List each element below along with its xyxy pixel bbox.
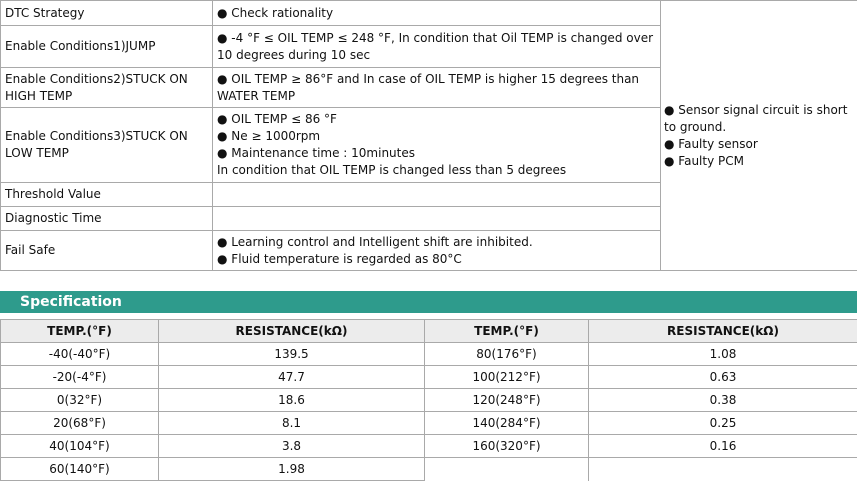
row-label-enable-conditions-jump: Enable Conditions1)JUMP <box>1 26 213 68</box>
cause-line: to ground. <box>664 119 727 134</box>
table-row <box>1 366 857 389</box>
row-label-stuck-on-high-temp <box>1 68 213 108</box>
column-header-resistance: RESISTANCE(kΩ) <box>159 320 425 343</box>
row-value-threshold-value <box>213 183 661 207</box>
row-value-stuck-on-high-temp <box>213 68 661 108</box>
row-label-dtc-strategy: DTC Strategy <box>1 1 213 26</box>
label-line: Enable Conditions3)STUCK ON <box>5 129 188 143</box>
table-cell: 3.8 <box>159 435 425 458</box>
value-line: ● OIL TEMP ≤ 86 °F <box>217 112 337 126</box>
value-line: WATER TEMP <box>217 88 296 103</box>
table-cell: 18.6 <box>159 389 425 412</box>
label-line: LOW TEMP <box>5 146 69 160</box>
table-cell-empty <box>425 458 589 481</box>
table-cell: 120(248°F) <box>425 389 589 412</box>
column-header-temp: TEMP.(°F) <box>1 320 159 343</box>
value-line: In condition that OIL TEMP is changed less than 5 degrees <box>217 163 567 177</box>
table-cell: 1.08 <box>589 343 857 366</box>
table-cell: 100(212°F) <box>425 366 589 389</box>
table-cell: 47.7 <box>159 366 425 389</box>
table-row <box>1 458 857 481</box>
table-row <box>1 435 857 458</box>
label-line: HIGH TEMP <box>5 88 73 103</box>
value-line: ● -4 °F ≤ OIL TEMP ≤ 248 °F, In condition that Oil TEMP is changed over <box>217 30 654 45</box>
value-line: ● Maintenance time : 10minutes <box>217 146 416 160</box>
table-cell: 160(320°F) <box>425 435 589 458</box>
table-cell: 0.38 <box>589 389 857 412</box>
table-cell: 8.1 <box>159 412 425 435</box>
table-cell: 1.98 <box>159 458 425 481</box>
table-cell: 0.16 <box>589 435 857 458</box>
row-value-fail-safe <box>213 231 661 271</box>
value-line: ● Fluid temperature is regarded as 80°C <box>217 251 462 266</box>
table-cell: -20(-4°F) <box>1 366 159 389</box>
value-line: ● Check rationality <box>217 5 334 20</box>
table-cell: -40(-40°F) <box>1 343 159 366</box>
table-cell: 0(32°F) <box>1 389 159 412</box>
column-header-temp: TEMP.(°F) <box>425 320 589 343</box>
value-line: ● Learning control and Intelligent shift are inhibited. <box>217 234 533 249</box>
table-cell: 0.25 <box>589 412 857 435</box>
table-cell: 140(284°F) <box>425 412 589 435</box>
column-header-resistance: RESISTANCE(kΩ) <box>589 320 857 343</box>
value-line: ● OIL TEMP ≥ 86°F and In case of OIL TEMP is higher 15 degrees than <box>217 71 640 86</box>
label-line: Enable Conditions2)STUCK ON <box>5 71 188 86</box>
row-label-fail-safe: Fail Safe <box>1 231 213 271</box>
table-row <box>1 343 857 366</box>
row-label-threshold-value: Threshold Value <box>1 183 213 207</box>
row-label-stuck-on-low-temp <box>1 108 213 183</box>
value-line: 10 degrees during 10 sec <box>217 47 371 62</box>
cause-line: ● Sensor signal circuit is short <box>664 102 848 117</box>
specification-header: Specification <box>0 291 857 313</box>
value-line: ● Ne ≥ 1000rpm <box>217 129 321 143</box>
cause-line: ● Faulty PCM <box>664 153 744 168</box>
table-header-row <box>1 320 857 343</box>
table-cell-empty <box>589 458 857 481</box>
table-row <box>1 412 857 435</box>
row-value-enable-conditions-jump <box>213 26 661 68</box>
possible-causes-cell <box>661 1 857 271</box>
table-cell: 20(68°F) <box>1 412 159 435</box>
row-value-dtc-strategy <box>213 1 661 26</box>
table-row <box>1 389 857 412</box>
table-cell: 60(140°F) <box>1 458 159 481</box>
table-cell: 139.5 <box>159 343 425 366</box>
table-cell: 40(104°F) <box>1 435 159 458</box>
table-cell: 80(176°F) <box>425 343 589 366</box>
specification-table <box>0 319 857 481</box>
cause-line: ● Faulty sensor <box>664 136 758 151</box>
table-cell: 0.63 <box>589 366 857 389</box>
row-value-stuck-on-low-temp <box>213 108 661 183</box>
row-value-diagnostic-time <box>213 207 661 231</box>
table-row <box>1 1 857 26</box>
row-label-diagnostic-time: Diagnostic Time <box>1 207 213 231</box>
